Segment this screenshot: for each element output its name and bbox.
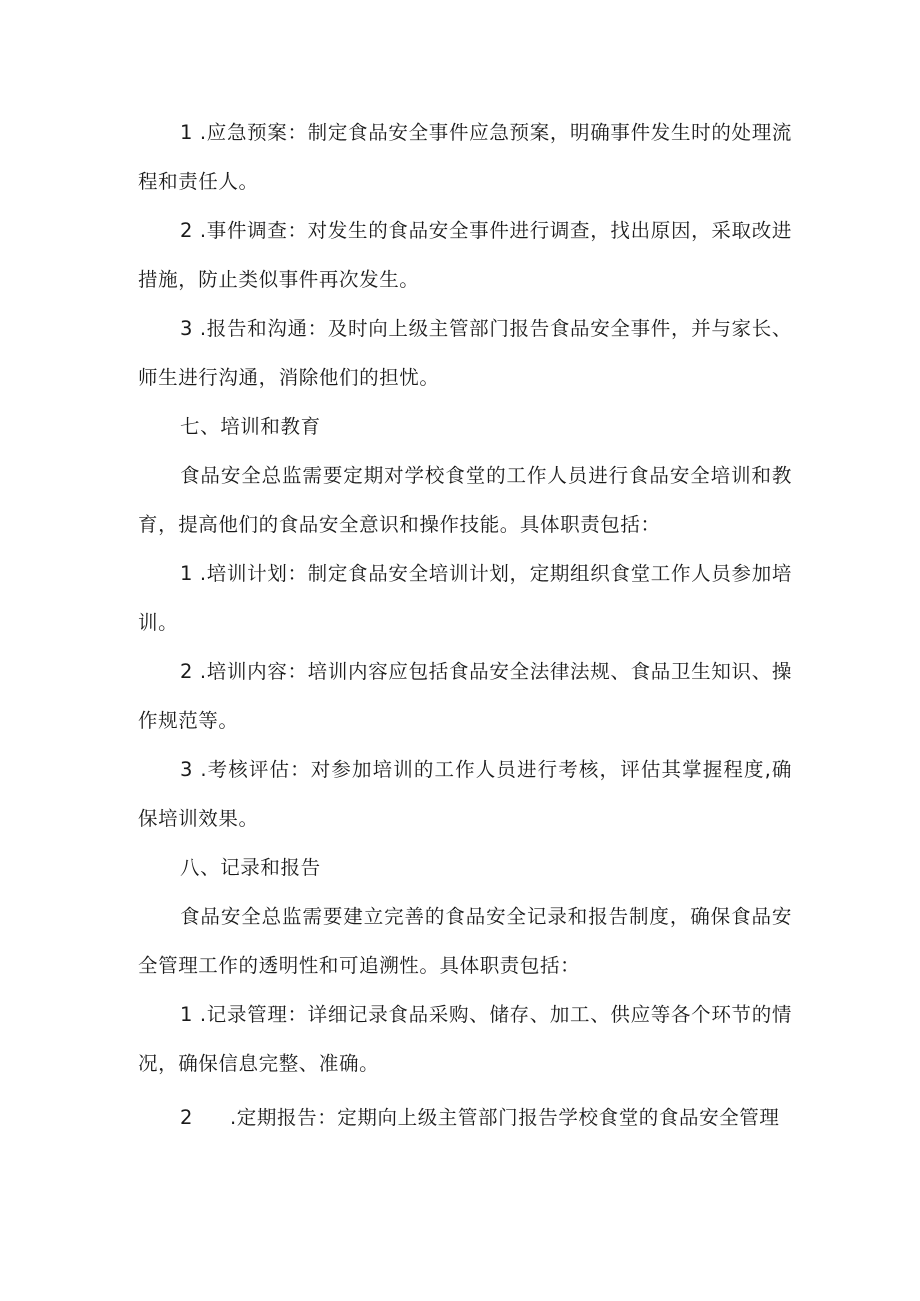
paragraph-reporting-communication: 3 .报告和沟通：及时向上级主管部门报告食品安全事件，并与家长、师生进行沟通，消除他们的担忧。 xyxy=(138,317,792,389)
paragraph-regular-report xyxy=(180,1093,780,1142)
paragraph-record-management: 1 .记录管理：详细记录食品采购、储存、加工、供应等各个环节的情况，确保信息完整、准确。 xyxy=(138,1003,792,1075)
paragraph-incident-investigation: 2 .事件调查：对发生的食品安全事件进行调查，找出原因，采取改进措施，防止类似事件再次发生。 xyxy=(138,219,792,291)
paragraph-training-intro: 食品安全总监需要定期对学校食堂的工作人员进行食品安全培训和教育，提高他们的食品安全意识和操作技能。具体职责包括： xyxy=(138,464,792,536)
paragraph-training-content: 2 .培训内容：培训内容应包括食品安全法律法规、食品卫生知识、操作规范等。 xyxy=(138,660,792,732)
paragraph-emergency-plan: 1 .应急预案：制定食品安全事件应急预案，明确事件发生时的处理流程和责任人。 xyxy=(138,121,792,193)
section-heading-records: 八、记录和报告 xyxy=(180,856,321,879)
list-number: 2 xyxy=(180,1106,194,1129)
list-text: .定期报告：定期向上级主管部门报告学校食堂的食品安全管理 xyxy=(230,1106,780,1129)
paragraph-training-plan: 1 .培训计划：制定食品安全培训计划，定期组织食堂工作人员参加培训。 xyxy=(138,562,792,634)
section-heading-training: 七、培训和教育 xyxy=(180,415,321,438)
paragraph-records-intro: 食品安全总监需要建立完善的食品安全记录和报告制度，确保食品安全管理工作的透明性和可追溯性。具体职责包括： xyxy=(138,905,792,977)
paragraph-assessment: 3 .考核评估：对参加培训的工作人员进行考核，评估其掌握程度,确保培训效果。 xyxy=(138,758,792,830)
